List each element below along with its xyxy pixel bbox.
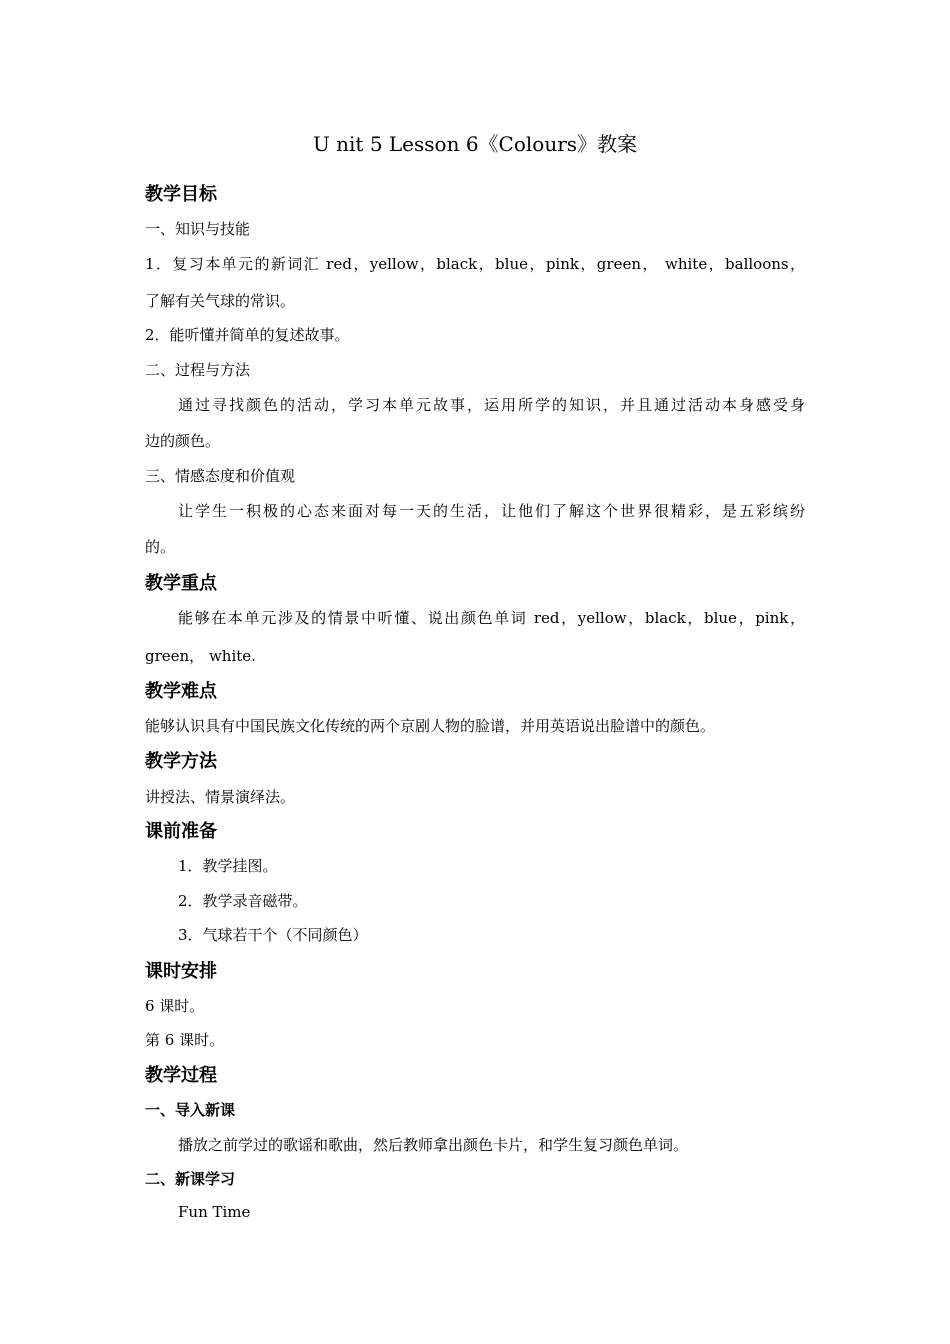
schedule-line2: 第 6 课时。 [145, 1031, 225, 1049]
heading-preparation: 课前准备 [145, 821, 217, 842]
heading-methods: 教学方法 [145, 751, 217, 772]
process-line1: 通过寻找颜色的活动，学习本单元故事，运用所学的知识，并且通过活动本身感受身 [178, 396, 805, 414]
procedure-step1-heading: 一、导入新课 [145, 1101, 236, 1119]
preparation-item: 1．教学挂图。 [178, 857, 278, 875]
subheading-knowledge: 一、知识与技能 [145, 220, 251, 238]
subheading-process: 二、过程与方法 [145, 361, 251, 379]
difficulties-text: 能够认识具有中国民族文化传统的两个京剧人物的脸谱，并用英语说出脸谱中的颜色。 [145, 717, 716, 735]
process-line2: 边的颜色。 [145, 432, 221, 450]
subheading-attitude: 三、情感态度和价值观 [145, 467, 296, 485]
knowledge-item1-line2: 了解有关气球的常识。 [145, 292, 296, 310]
knowledge-item2: 2．能听懂并简单的复述故事。 [145, 326, 350, 344]
heading-difficulties: 教学难点 [145, 681, 217, 702]
heading-objectives: 教学目标 [145, 184, 217, 205]
key-points-line2: green， white. [145, 647, 256, 665]
attitude-line2: 的。 [145, 538, 176, 556]
schedule-line1: 6 课时。 [145, 997, 205, 1015]
attitude-line1: 让学生一积极的心态来面对每一天的生活，让他们了解这个世界很精彩，是五彩缤纷 [178, 502, 805, 520]
procedure-step2-text: Fun Time [178, 1203, 251, 1221]
heading-schedule: 课时安排 [145, 961, 217, 982]
knowledge-item1-line1: 1．复习本单元的新词汇 red，yellow，black，blue，pink，green， white，balloons， [145, 255, 805, 273]
procedure-step2-heading: 二、新课学习 [145, 1170, 236, 1188]
preparation-item: 2．教学录音磁带。 [178, 892, 308, 910]
heading-procedure: 教学过程 [145, 1065, 217, 1086]
procedure-step1-text: 播放之前学过的歌谣和歌曲，然后教师拿出颜色卡片，和学生复习颜色单词。 [178, 1136, 689, 1154]
preparation-item: 3．气球若干个（不同颜色） [178, 926, 368, 944]
heading-key-points: 教学重点 [145, 573, 217, 594]
key-points-line1: 能够在本单元涉及的情景中听懂、说出颜色单词 red，yellow，black，blue，pink， [178, 609, 805, 627]
document-title: U nit 5 Lesson 6《Colours》教案 [312, 132, 638, 156]
methods-text: 讲授法、情景演绎法。 [145, 788, 296, 806]
